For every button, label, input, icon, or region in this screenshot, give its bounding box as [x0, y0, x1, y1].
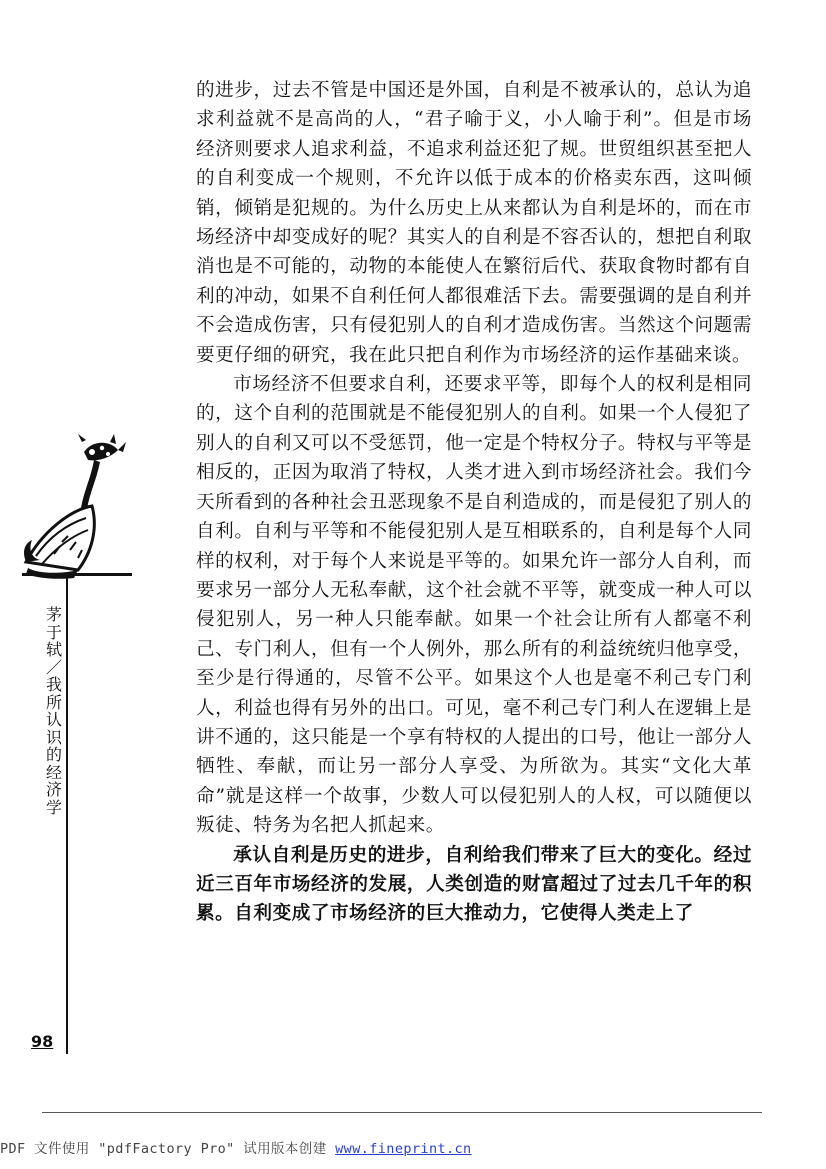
footer-link[interactable]: www.fineprint.cn: [335, 1141, 472, 1157]
book-title-vertical: 茅于轼／我所认识的经济学: [45, 605, 62, 817]
footer-rule: [42, 1112, 762, 1113]
page-number: 98: [31, 1032, 54, 1051]
paragraph-3: 承认自利是历史的进步，自利给我们带来了巨大的变化。经过近三百年市场经济的发展，人类创造的财富超过了过去几千年的积累。自利变成了市场经济的巨大推动力，它使得人类走上了: [196, 844, 752, 925]
bird-fish-illustration-icon: [22, 432, 142, 582]
main-text: [196, 76, 752, 929]
vertical-rule: [66, 576, 68, 1054]
footer-text: PDF 文件使用 "pdfFactory Pro" 试用版本创建: [0, 1141, 336, 1157]
sidebar-rule: [22, 573, 132, 576]
paragraph-1: 的进步，过去不管是中国还是外国，自利是不被承认的，总认为追求利益就不是高尚的人，“君子喻于义，小人喻于利”。但是市场经济则要求人追求利益，不追求利益还犯了规。世贸组织甚至把人的自利变成一个规则，不允许以低于成本的价格卖东西，这叫倾销，倾销是犯规的。为什么历史上从来都认为自利是坏的，而在市场经济中却变成好的呢？其实人的自利是不容否认的，想把自利取消也是不可能的，动物的本能使人在繁衍后代、获取食物时都有自利的冲动，如果不自利任何人都很难活下去。需要强调的是自利并不会造成伤害，只有侵犯别人的自利才造成伤害。当然这个问题需要更仔细的研究，我在此只把自利作为市场经济的运作基础来谈。: [196, 80, 752, 366]
paragraph-2: 市场经济不但要求自利，还要求平等，即每个人的权利是相同的，这个自利的范围就是不能侵犯别人的自利。如果一个人侵犯了别人的自利又可以不受惩罚，他一定是个特权分子。特权与平等是相反的，正因为取消了特权，人类才进入到市场经济社会。我们今天所看到的各种社会丑恶现象不是自利造成的，而是侵犯了别人的自利。自利与平等和不能侵犯别人是互相联系的，自利是每个人同样的权利，对于每个人来说是平等的。如果允许一部分人自利，而要求另一部分人无私奉献，这个社会就不平等，就变成一种人可以侵犯别人，另一种人只能奉献。如果一个社会让所有人都毫不利己、专门利人，但有一个人例外，那么所有的利益统统归他享受，至少是行得通的，尽管不公平。如果这个人也是毫不利己专门利人，利益也得有另外的出口。可见，毫不利己专门利人在逻辑上是讲不通的，这只能是一个享有特权的人提出的口号，他让一部分人牺牲、奉献，而让另一部分人享受、为所欲为。其实“文化大革命”就是这样一个故事，少数人可以侵犯别人的人权，可以随便以叛徒、特务为名把人抓起来。: [196, 374, 752, 837]
pdf-footer: [0, 1137, 472, 1157]
